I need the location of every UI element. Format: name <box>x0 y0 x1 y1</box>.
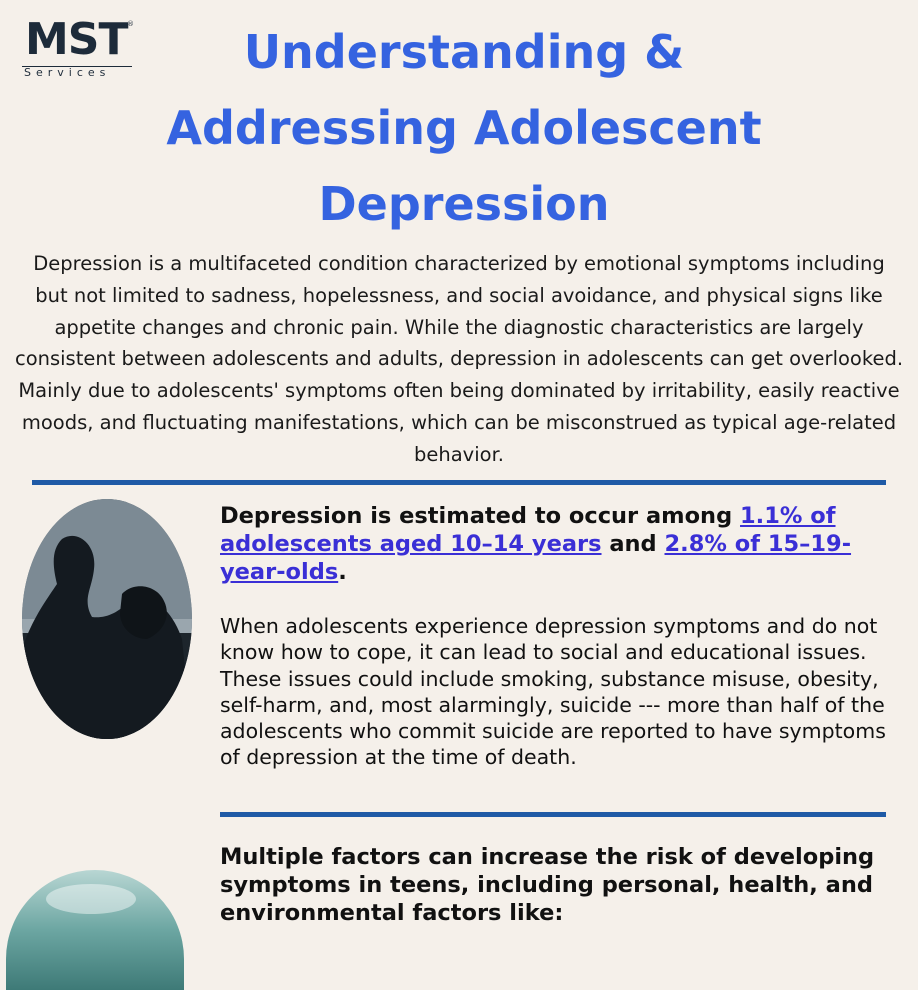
section-1-body: When adolescents experience depression symptoms and do not know how to cope, it can lead to social and educational issues. These issues could include smoking, substance misuse, obesity, self-harm, and, most alarmingly, suicide --- more than half of the adolescents who commit suicide are reported to have symptoms of depression at the time of death. <box>220 614 886 770</box>
consoling-photo-graphic <box>22 499 192 739</box>
stat-link-15-19[interactable]: 2.8% of 15–19-year-olds <box>220 531 852 585</box>
photo-highlight <box>46 884 136 914</box>
section-1-heading-mid: and <box>601 531 665 557</box>
logo-mark: MST <box>25 14 128 65</box>
section-1-heading-pre: Depression is estimated to occur among <box>220 503 741 529</box>
stat-link-10-14[interactable]: 1.1% of adolescents aged 10–14 years <box>220 503 836 557</box>
section-divider-2 <box>220 812 886 817</box>
logo-subtitle: Services <box>24 66 111 79</box>
section-1-heading-post: . <box>338 559 347 585</box>
teen-photo <box>6 870 184 990</box>
consoling-photo <box>22 499 192 739</box>
mst-logo <box>22 16 134 78</box>
page-title <box>130 14 798 242</box>
section-1-heading <box>220 502 860 586</box>
registered-mark: ® <box>127 20 134 28</box>
title-line-3: Depression <box>318 177 610 231</box>
title-line-2: Addressing Adolescent <box>166 101 762 155</box>
title-line-1: Understanding & <box>243 25 685 79</box>
section-2-heading: Multiple factors can increase the risk of developing symptoms in teens, including personal, health, and environmental factors like: <box>220 844 875 926</box>
intro-paragraph: Depression is a multifaceted condition characterized by emotional symptoms including but not limited to sadness, hopelessness, and social avoidance, and physical signs like appetite changes and chronic pain. While the diagnostic characteristics are largely consistent between adolescents and adults, depression in adolescents can get overlooked. Mainly due to adolescents' symptoms often being dominated by irritability, easily reactive moods, and fluctuating manifestations, which can be misconstrued as typical age-related behavior. <box>14 252 904 466</box>
section-divider <box>32 480 886 485</box>
